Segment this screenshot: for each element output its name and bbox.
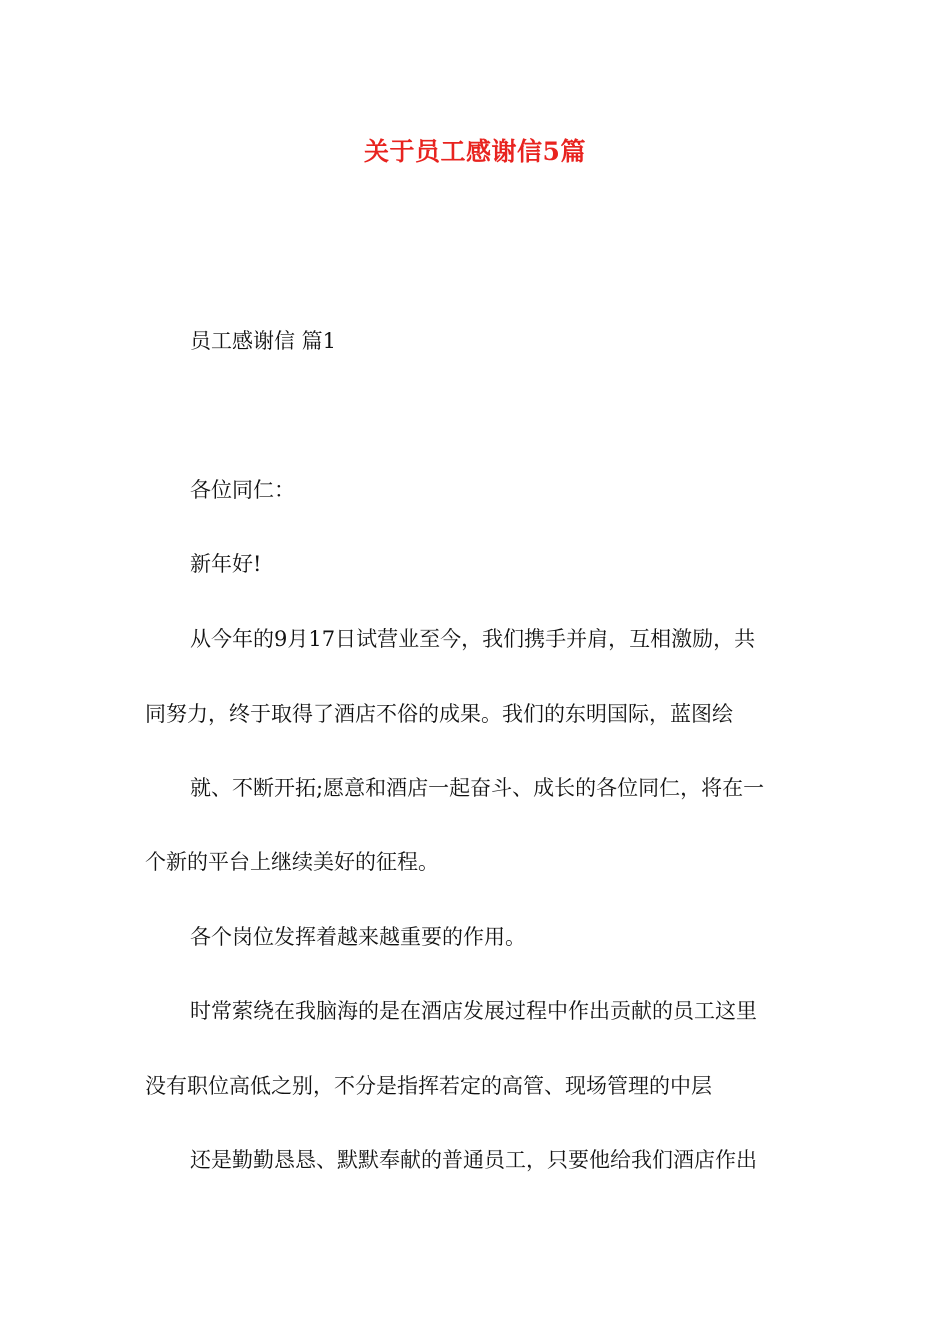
body-line: 还是勤勤恳恳、默默奉献的普通员工，只要他给我们酒店作出	[190, 1148, 757, 1172]
body-line: 从今年的9月17日试营业至今，我们携手并肩，互相激励，共	[190, 627, 756, 651]
body-line: 没有职位高低之别，不分是指挥若定的高管、现场管理的中层	[145, 1074, 712, 1098]
body-line: 时常萦绕在我脑海的是在酒店发展过程中作出贡献的员工这里	[190, 999, 757, 1023]
body-line: 新年好!	[190, 552, 262, 576]
body-line: 个新的平台上继续美好的征程。	[145, 850, 439, 874]
body-line: 就、不断开拓;愿意和酒店一起奋斗、成长的各位同仁，将在一	[190, 776, 765, 800]
section-heading: 员工感谢信 篇1	[190, 329, 337, 353]
body-line: 各个岗位发挥着越来越重要的作用。	[190, 925, 526, 949]
body-line: 同努力，终于取得了酒店不俗的成果。我们的东明国际，蓝图绘	[145, 702, 733, 726]
body-line: 各位同仁：	[190, 478, 295, 502]
document-title: 关于员工感谢信5篇	[364, 137, 586, 166]
